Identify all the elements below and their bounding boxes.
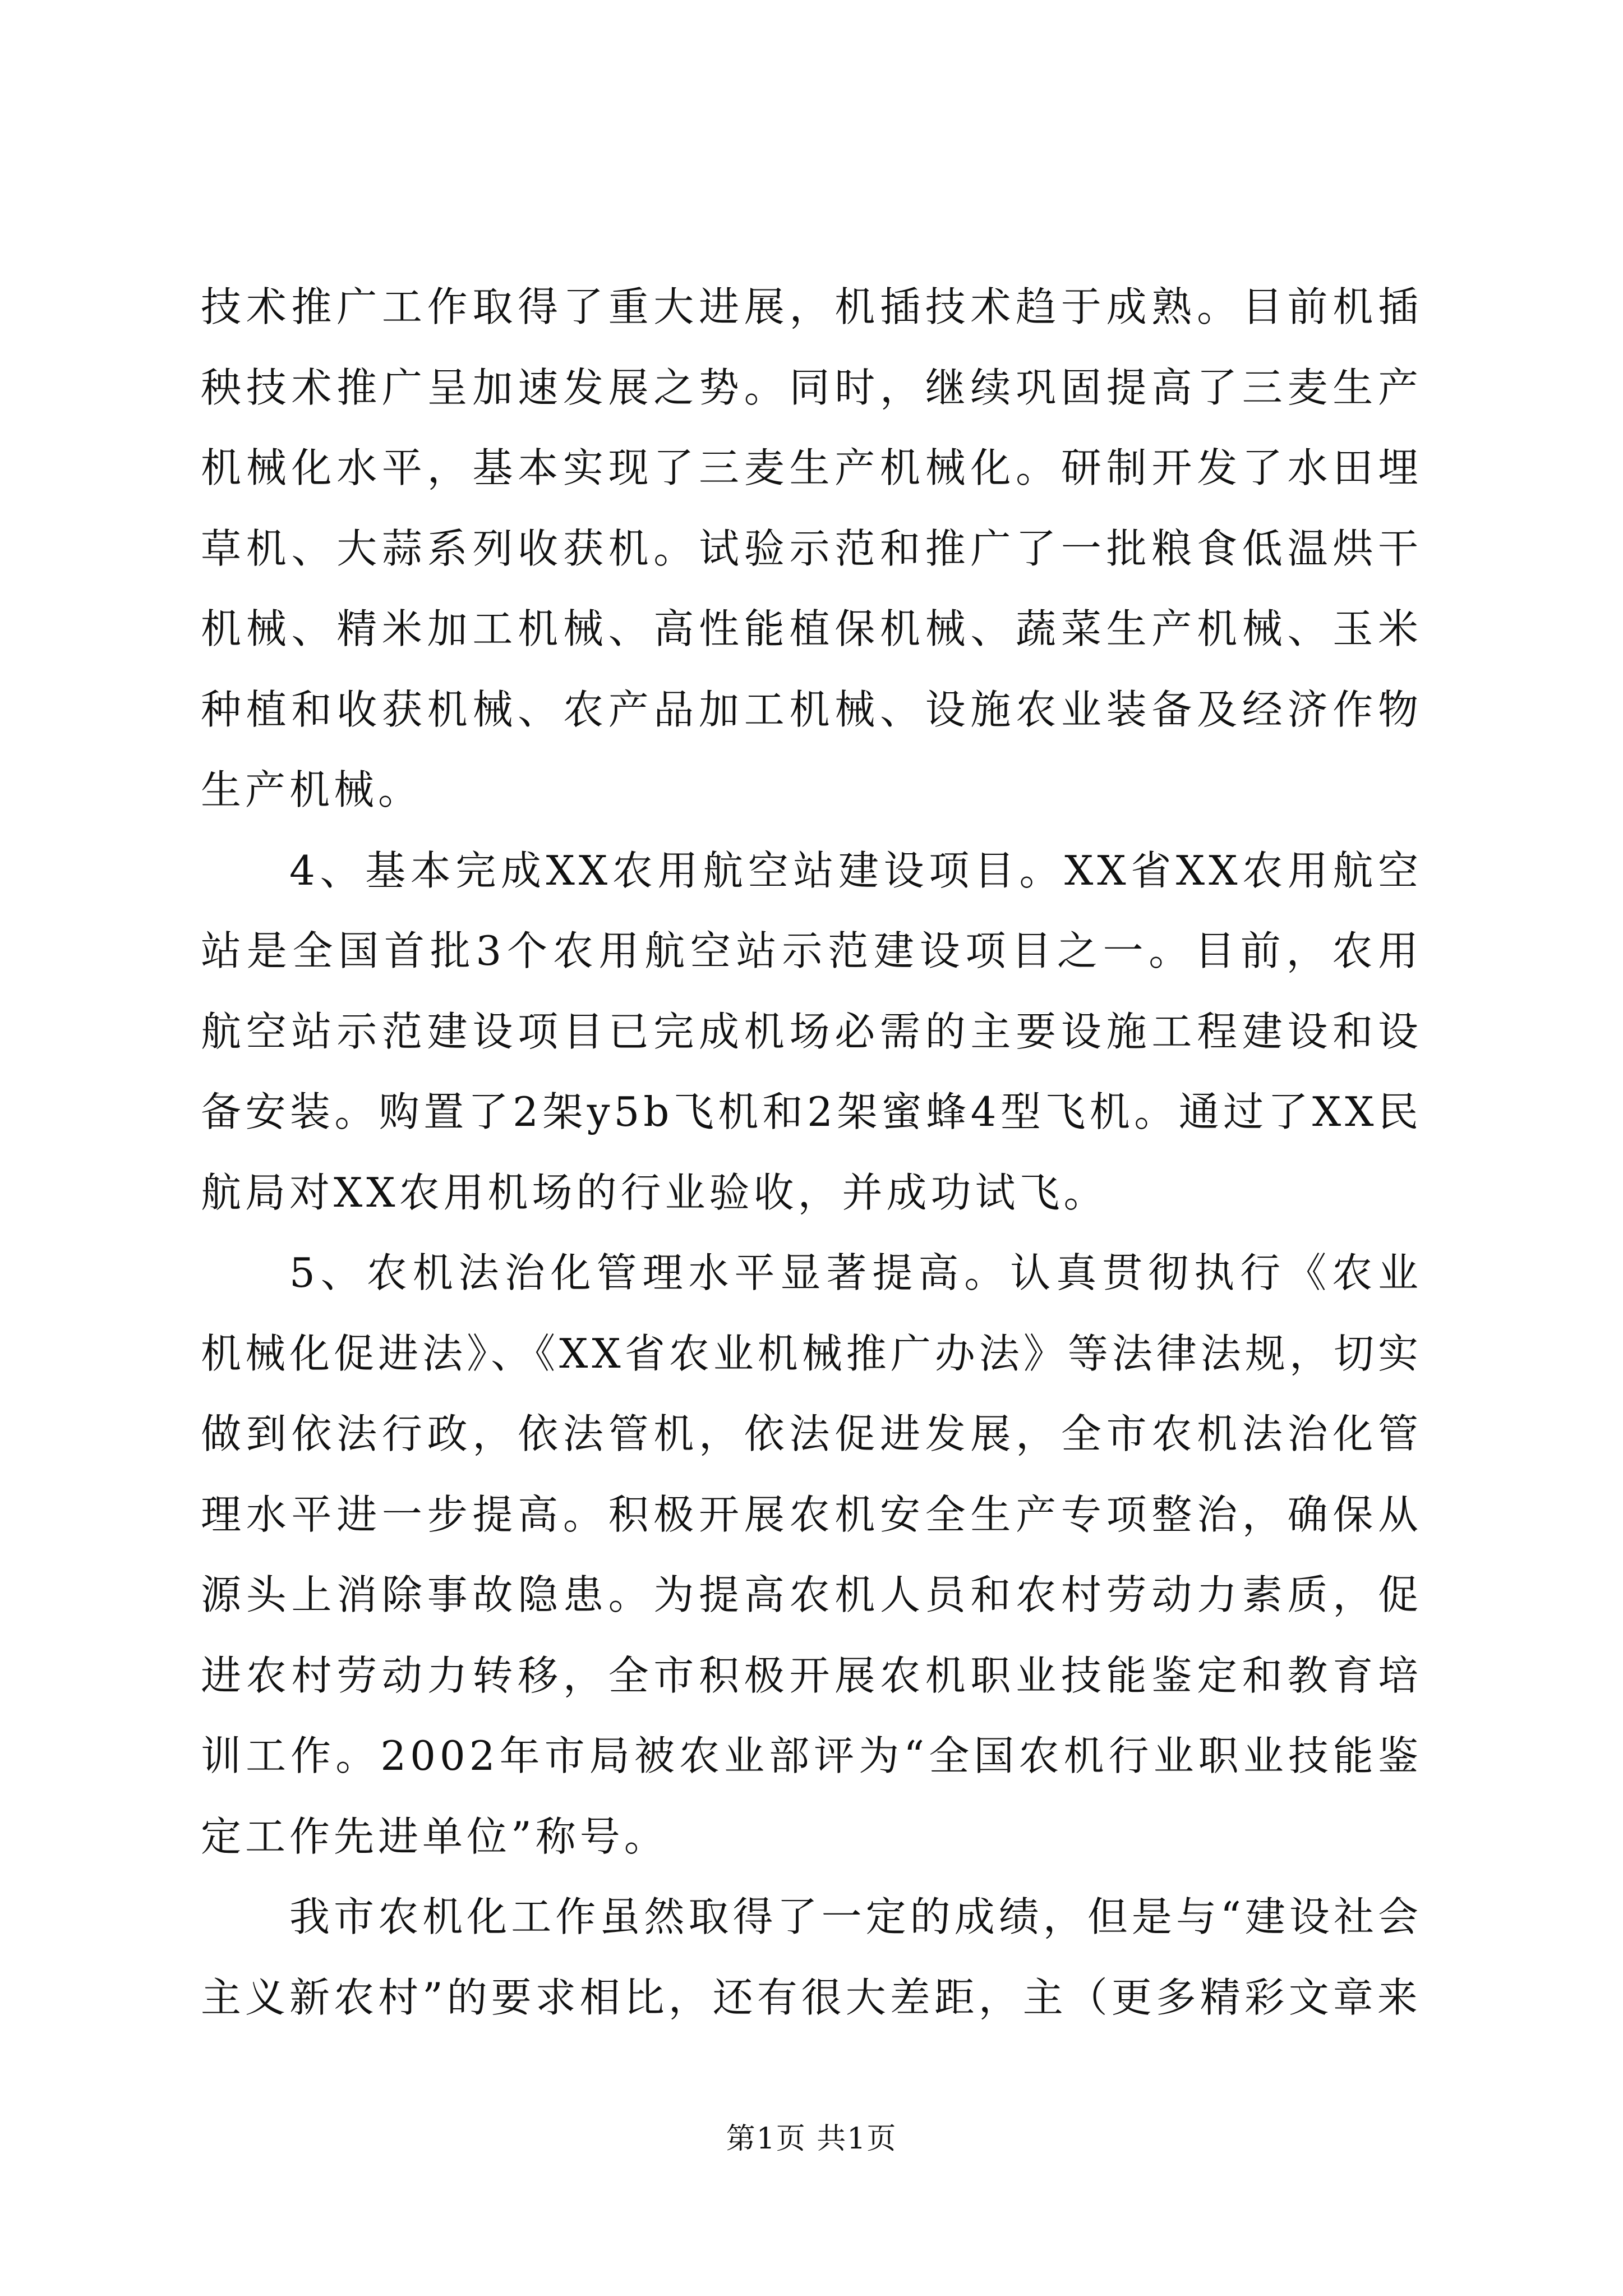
paragraph-gap-summary: 我市农机化工作虽然取得了一定的成绩，但是与“建设社会主义新农村”的要求相比，还有很大差距，主（更多精彩文章来	[201, 1893, 1422, 2021]
paragraph-aviation-station: 4、基本完成XX农用航空站建设项目。XX省XX农用航空站是全国首批3个农用航空站示范建设项目之一。目前，农用航空站示范建设项目已完成机场必需的主要设施工程建设和设备安装。购置了2架y5b飞机和2架蜜蜂4型飞机。通过了XX民航局对XX农用机场的行业验收，并成功试飞。	[201, 846, 1422, 1216]
paragraph-legal-management: 5、农机法治化管理水平显著提高。认真贯彻执行《农业机械化促进法》、《XX省农业机械推广办法》等法律法规，切实做到依法行政，依法管机，依法促进发展，全市农机法治化管理水平进一步提高。积极开展农机安全生产专项整治，确保从源头上消除事故隐患。为提高农机人员和农村劳动力素质，促进农村劳动力转移，全市积极开展农机职业技能鉴定和教育培训工作。2002年市局被农业部评为“全国农机行业职业技能鉴定工作先进单位”称号。	[201, 1249, 1422, 1860]
page-footer: 第1页 共1页	[726, 2122, 897, 2156]
paragraph-mechanization-progress: 技术推广工作取得了重大进展，机插技术趋于成熟。目前机插秧技术推广呈加速发展之势。同时，继续巩固提高了三麦生产机械化水平，基本实现了三麦生产机械化。研制开发了水田埋草机、大蒜系列收获机。试验示范和推广了一批粮食低温烘干机械、精米加工机械、高性能植保机械、蔬菜生产机械、玉米种植和收获机械、农产品加工机械、设施农业装备及经济作物生产机械。	[201, 283, 1422, 813]
document-body	[201, 267, 1422, 2038]
